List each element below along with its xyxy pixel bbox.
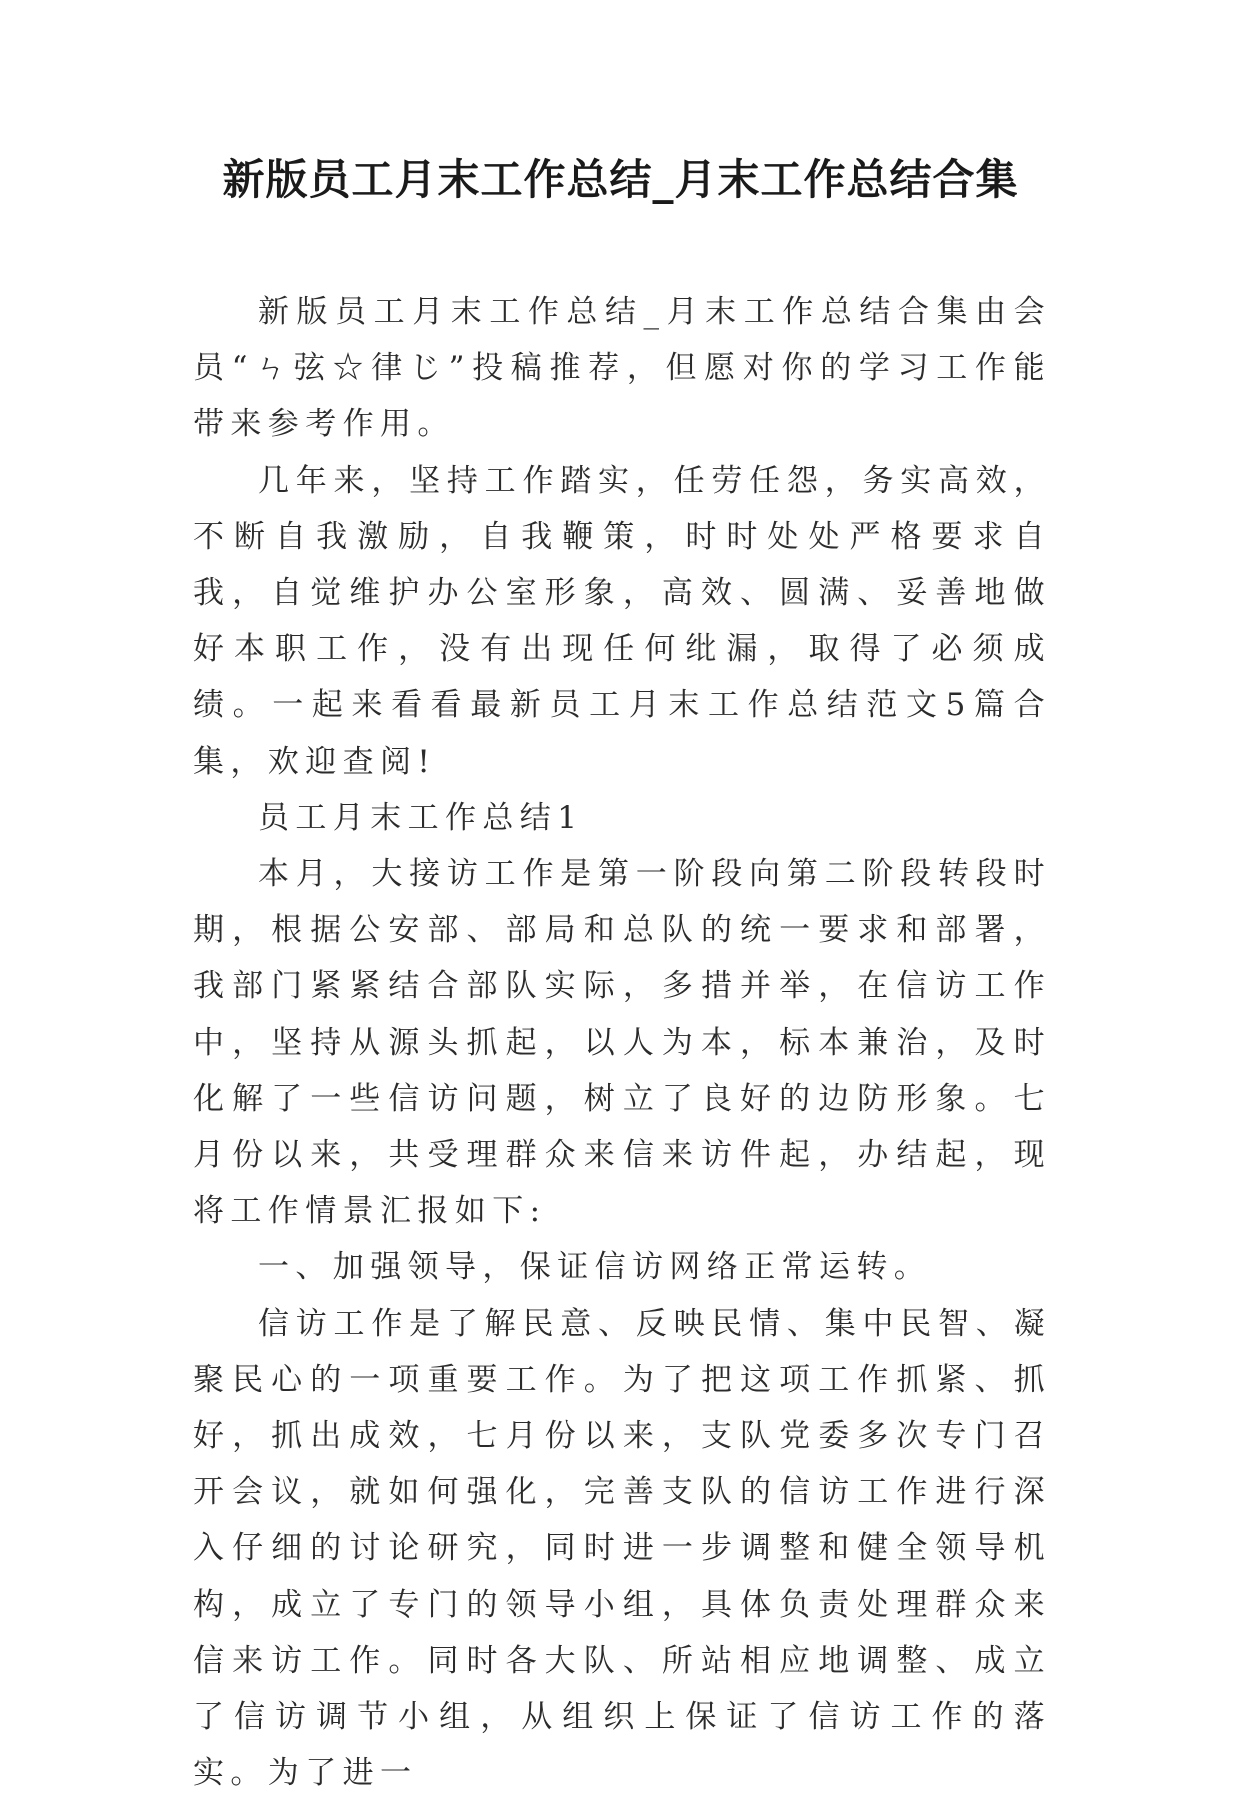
paragraph-petition-work: 信访工作是了解民意、反映民情、集中民智、凝聚民心的一项重要工作。为了把这项工作抓紧、抓好，抓出成效，七月份以来，支队党委多次专门召开会议，就如何强化，完善支队的信访工作进行深入仔细的讨论研究，同时进一步调整和健全领导机构，成立了专门的领导小组，具体负责处理群众来信来访工作。同时各大队、所站相应地调整、成立了信访调节小组，从组织上保证了信访工作的落实。为了进一 [193,1305,1051,1792]
paragraph-summary-1-body: 本月，大接访工作是第一阶段向第二阶段转段时期，根据公安部、部局和总队的统一要求和部署，我部门紧紧结合部队实际，多措并举，在信访工作中，坚持从源头抓起，以人为本，标本兼治，及时化解了一些信访问题，树立了良好的边防形象。七月份以来，共受理群众来信来访件起，办结起，现将工作情景汇报如下: [193,856,1051,1230]
document-title: 新版员工月末工作总结_月末工作总结合集 [222,155,1019,204]
subheading-strengthen-leadership: 一、加强领导，保证信访网络正常运转。 [258,1249,932,1286]
section-heading-summary-1: 员工月末工作总结1 [258,799,584,836]
paragraph-intro: 新版员工月末工作总结_月末工作总结合集由会员“ㄣ弦☆律じ”投稿推荐，但愿对你的学习工作能带来参考作用。 [193,294,1051,443]
paragraph-overview: 几年来，坚持工作踏实，任劳任怨，务实高效，不断自我激励，自我鞭策，时时处处严格要求自我，自觉维护办公室形象，高效、圆满、妥善地做好本职工作，没有出现任何纰漏，取得了必须成绩。一起来看看最新员工月末工作总结范文5篇合集，欢迎查阅! [193,462,1051,780]
document-body [193,284,1051,1801]
